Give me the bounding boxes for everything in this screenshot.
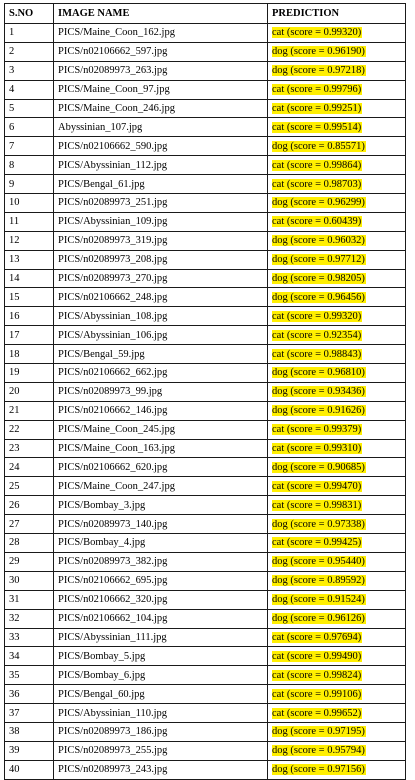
prediction-highlight: dog (score = 0.91626) (272, 405, 365, 417)
prediction-cell (268, 552, 406, 571)
table-row (5, 364, 406, 383)
prediction-highlight: cat (score = 0.99864) (272, 159, 362, 171)
prediction-cell (268, 194, 406, 213)
image-name-cell: PICS/n02089973_382.jpg (54, 552, 268, 571)
prediction-cell (268, 685, 406, 704)
prediction-cell (268, 496, 406, 515)
prediction-cell (268, 269, 406, 288)
serial-number-cell: 3 (5, 61, 54, 80)
prediction-highlight: cat (score = 0.99831) (272, 499, 362, 511)
serial-number-cell: 12 (5, 231, 54, 250)
prediction-cell (268, 326, 406, 345)
prediction-cell (268, 628, 406, 647)
serial-number-cell: 39 (5, 741, 54, 760)
image-name-cell: PICS/n02106662_620.jpg (54, 458, 268, 477)
image-name-cell: PICS/Bombay_4.jpg (54, 534, 268, 553)
prediction-cell (268, 80, 406, 99)
serial-number-cell: 23 (5, 439, 54, 458)
prediction-cell (268, 288, 406, 307)
prediction-cell (268, 477, 406, 496)
table-row (5, 722, 406, 741)
table-row (5, 118, 406, 137)
prediction-cell (268, 401, 406, 420)
table-row (5, 61, 406, 80)
serial-number-cell: 37 (5, 704, 54, 723)
prediction-highlight: cat (score = 0.99251) (272, 103, 362, 114)
serial-number-cell: 1 (5, 24, 54, 43)
image-name-cell: PICS/n02089973_263.jpg (54, 61, 268, 80)
serial-number-cell: 24 (5, 458, 54, 477)
prediction-cell (268, 24, 406, 43)
image-name-cell: PICS/n02089973_243.jpg (54, 760, 268, 779)
table-row (5, 382, 406, 401)
header-sno: S.NO (5, 4, 54, 24)
serial-number-cell: 36 (5, 685, 54, 704)
prediction-cell (268, 99, 406, 118)
image-name-cell: PICS/n02089973_99.jpg (54, 382, 268, 401)
table-row (5, 42, 406, 61)
table-row (5, 685, 406, 704)
prediction-highlight: dog (score = 0.97156) (272, 764, 365, 776)
image-name-cell: PICS/Bombay_5.jpg (54, 647, 268, 666)
prediction-highlight: cat (score = 0.99514) (272, 121, 362, 133)
prediction-highlight: cat (score = 0.99320) (272, 310, 362, 322)
document-page (4, 3, 406, 780)
prediction-cell (268, 250, 406, 269)
serial-number-cell: 17 (5, 326, 54, 345)
prediction-highlight: cat (score = 0.99379) (272, 424, 362, 436)
serial-number-cell: 30 (5, 571, 54, 590)
prediction-highlight: dog (score = 0.96190) (272, 46, 365, 58)
serial-number-cell: 8 (5, 156, 54, 175)
prediction-highlight: cat (score = 0.92354) (272, 329, 362, 341)
prediction-cell (268, 345, 406, 364)
serial-number-cell: 15 (5, 288, 54, 307)
image-name-cell: PICS/Bombay_6.jpg (54, 666, 268, 685)
table-row (5, 80, 406, 99)
prediction-highlight: dog (score = 0.89592) (272, 575, 365, 587)
serial-number-cell: 14 (5, 269, 54, 288)
serial-number-cell: 10 (5, 194, 54, 213)
table-row (5, 760, 406, 779)
prediction-highlight: cat (score = 0.97694) (272, 631, 362, 643)
table-row (5, 477, 406, 496)
prediction-cell (268, 458, 406, 477)
image-name-cell: PICS/Abyssinian_108.jpg (54, 307, 268, 326)
image-name-cell: PICS/n02106662_695.jpg (54, 571, 268, 590)
prediction-highlight: cat (score = 0.98703) (272, 178, 362, 190)
image-name-cell: PICS/n02089973_270.jpg (54, 269, 268, 288)
serial-number-cell: 5 (5, 99, 54, 118)
prediction-highlight: dog (score = 0.96032) (272, 235, 365, 247)
image-name-cell: PICS/n02089973_251.jpg (54, 194, 268, 213)
prediction-cell (268, 382, 406, 401)
serial-number-cell: 27 (5, 515, 54, 534)
table-row (5, 666, 406, 685)
serial-number-cell: 31 (5, 590, 54, 609)
prediction-cell (268, 571, 406, 590)
table-row (5, 231, 406, 250)
table-row (5, 194, 406, 213)
prediction-cell (268, 42, 406, 61)
image-name-cell: PICS/n02106662_146.jpg (54, 401, 268, 420)
prediction-highlight: dog (score = 0.96299) (272, 197, 365, 209)
prediction-cell (268, 364, 406, 383)
header-image-name: IMAGE NAME (54, 4, 268, 24)
image-name-cell: PICS/Maine_Coon_246.jpg (54, 99, 268, 118)
prediction-cell (268, 515, 406, 534)
prediction-highlight: cat (score = 0.99824) (272, 669, 362, 681)
image-name-cell: PICS/Abyssinian_112.jpg (54, 156, 268, 175)
prediction-highlight: cat (score = 0.99320) (272, 27, 362, 39)
serial-number-cell: 22 (5, 420, 54, 439)
table-row (5, 590, 406, 609)
table-header-row (5, 4, 406, 24)
prediction-highlight: dog (score = 0.97218) (272, 65, 365, 77)
prediction-cell (268, 212, 406, 231)
image-name-cell: PICS/n02106662_662.jpg (54, 364, 268, 383)
prediction-cell (268, 590, 406, 609)
table-row (5, 212, 406, 231)
table-row (5, 156, 406, 175)
image-name-cell: PICS/n02106662_320.jpg (54, 590, 268, 609)
serial-number-cell: 34 (5, 647, 54, 666)
image-name-cell: PICS/n02106662_104.jpg (54, 609, 268, 628)
image-name-cell: PICS/n02106662_248.jpg (54, 288, 268, 307)
serial-number-cell: 18 (5, 345, 54, 364)
serial-number-cell: 25 (5, 477, 54, 496)
table-row (5, 24, 406, 43)
prediction-cell (268, 175, 406, 194)
prediction-highlight: cat (score = 0.99425) (272, 537, 362, 549)
prediction-highlight: dog (score = 0.97195) (272, 726, 365, 738)
prediction-table (4, 3, 406, 780)
image-name-cell: PICS/n02106662_597.jpg (54, 42, 268, 61)
image-name-cell: PICS/Bombay_3.jpg (54, 496, 268, 515)
image-name-cell: PICS/Maine_Coon_97.jpg (54, 80, 268, 99)
serial-number-cell: 11 (5, 212, 54, 231)
image-name-cell: PICS/n02106662_590.jpg (54, 137, 268, 156)
prediction-cell (268, 307, 406, 326)
table-row (5, 401, 406, 420)
prediction-highlight: cat (score = 0.99310) (272, 443, 362, 455)
table-row (5, 288, 406, 307)
serial-number-cell: 32 (5, 609, 54, 628)
prediction-highlight: cat (score = 0.60439) (272, 216, 362, 228)
prediction-cell (268, 722, 406, 741)
serial-number-cell: 7 (5, 137, 54, 156)
prediction-highlight: dog (score = 0.95440) (272, 556, 365, 568)
serial-number-cell: 21 (5, 401, 54, 420)
prediction-highlight: dog (score = 0.90685) (272, 461, 365, 473)
image-name-cell: PICS/Abyssinian_106.jpg (54, 326, 268, 345)
prediction-highlight: cat (score = 0.99106) (272, 688, 362, 700)
prediction-highlight: dog (score = 0.93436) (272, 386, 365, 398)
image-name-cell: PICS/n02089973_255.jpg (54, 741, 268, 760)
table-row (5, 250, 406, 269)
prediction-cell (268, 420, 406, 439)
image-name-cell: PICS/Abyssinian_111.jpg (54, 628, 268, 647)
table-row (5, 458, 406, 477)
table-row (5, 647, 406, 666)
prediction-highlight: dog (score = 0.98205) (272, 273, 365, 285)
image-name-cell: PICS/Maine_Coon_247.jpg (54, 477, 268, 496)
table-row (5, 269, 406, 288)
image-name-cell: PICS/Abyssinian_109.jpg (54, 212, 268, 231)
serial-number-cell: 26 (5, 496, 54, 515)
image-name-cell: PICS/n02089973_140.jpg (54, 515, 268, 534)
table-row (5, 741, 406, 760)
table-row (5, 420, 406, 439)
serial-number-cell: 19 (5, 364, 54, 383)
serial-number-cell: 29 (5, 552, 54, 571)
prediction-highlight: dog (score = 0.91524) (272, 594, 365, 606)
prediction-highlight: dog (score = 0.96810) (272, 367, 365, 379)
image-name-cell: PICS/Abyssinian_110.jpg (54, 704, 268, 723)
prediction-highlight: cat (score = 0.99796) (272, 84, 362, 96)
table-row (5, 552, 406, 571)
header-prediction: PREDICTION (268, 4, 406, 24)
table-row (5, 99, 406, 118)
prediction-cell (268, 647, 406, 666)
table-row (5, 137, 406, 156)
table-row (5, 175, 406, 194)
image-name-cell: PICS/Bengal_60.jpg (54, 685, 268, 704)
prediction-cell (268, 609, 406, 628)
table-row (5, 439, 406, 458)
prediction-cell (268, 741, 406, 760)
image-name-cell: Abyssinian_107.jpg (54, 118, 268, 137)
prediction-cell (268, 118, 406, 137)
table-row (5, 326, 406, 345)
prediction-cell (268, 137, 406, 156)
prediction-highlight: cat (score = 0.99470) (272, 480, 362, 492)
serial-number-cell: 20 (5, 382, 54, 401)
table-row (5, 571, 406, 590)
serial-number-cell: 16 (5, 307, 54, 326)
prediction-cell (268, 439, 406, 458)
image-name-cell: PICS/Maine_Coon_245.jpg (54, 420, 268, 439)
table-row (5, 704, 406, 723)
image-name-cell: PICS/Maine_Coon_163.jpg (54, 439, 268, 458)
serial-number-cell: 35 (5, 666, 54, 685)
table-row (5, 534, 406, 553)
serial-number-cell: 13 (5, 250, 54, 269)
image-name-cell: PICS/n02089973_208.jpg (54, 250, 268, 269)
serial-number-cell: 40 (5, 760, 54, 779)
serial-number-cell: 6 (5, 118, 54, 137)
serial-number-cell: 28 (5, 534, 54, 553)
table-row (5, 609, 406, 628)
prediction-highlight: dog (score = 0.96126) (272, 613, 365, 625)
prediction-cell (268, 760, 406, 779)
image-name-cell: PICS/Maine_Coon_162.jpg (54, 24, 268, 43)
image-name-cell: PICS/Bengal_59.jpg (54, 345, 268, 364)
serial-number-cell: 38 (5, 722, 54, 741)
prediction-cell (268, 156, 406, 175)
prediction-highlight: cat (score = 0.99652) (272, 707, 362, 719)
table-row (5, 628, 406, 647)
image-name-cell: PICS/n02089973_319.jpg (54, 231, 268, 250)
table-row (5, 345, 406, 364)
prediction-highlight: dog (score = 0.97712) (272, 254, 365, 266)
table-body (5, 24, 406, 780)
serial-number-cell: 33 (5, 628, 54, 647)
image-name-cell: PICS/Bengal_61.jpg (54, 175, 268, 194)
prediction-highlight: cat (score = 0.98843) (272, 348, 362, 360)
prediction-cell (268, 704, 406, 723)
table-row (5, 515, 406, 534)
prediction-cell (268, 534, 406, 553)
prediction-highlight: dog (score = 0.95794) (272, 745, 365, 757)
image-name-cell: PICS/n02089973_186.jpg (54, 722, 268, 741)
prediction-cell (268, 231, 406, 250)
prediction-highlight: cat (score = 0.99490) (272, 650, 362, 662)
prediction-highlight: dog (score = 0.97338) (272, 518, 365, 530)
prediction-cell (268, 61, 406, 80)
serial-number-cell: 2 (5, 42, 54, 61)
serial-number-cell: 9 (5, 175, 54, 194)
table-row (5, 307, 406, 326)
serial-number-cell: 4 (5, 80, 54, 99)
prediction-highlight: dog (score = 0.85571) (272, 140, 365, 152)
prediction-highlight: dog (score = 0.96456) (272, 291, 365, 303)
table-row (5, 496, 406, 515)
prediction-cell (268, 666, 406, 685)
